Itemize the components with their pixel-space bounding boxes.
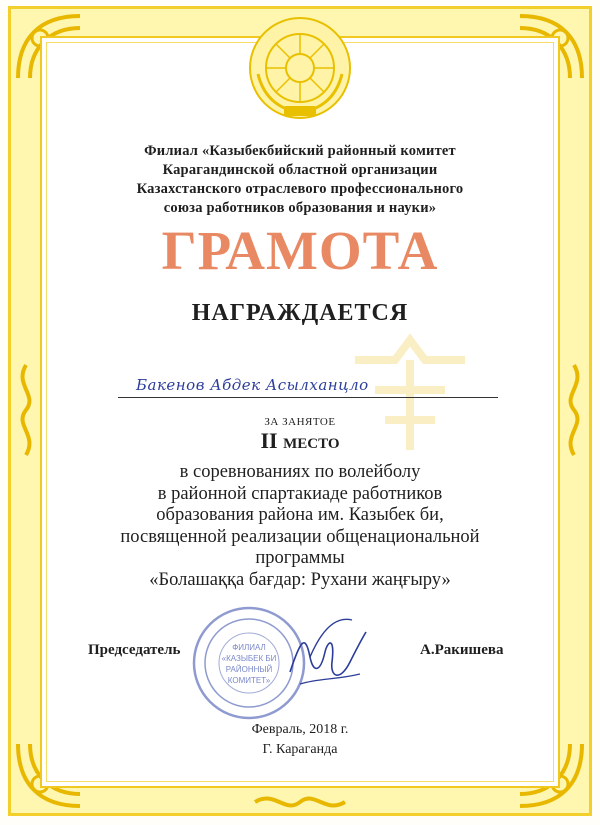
place-label: II место <box>260 428 340 453</box>
awarded-heading: НАГРАЖДАЕТСЯ <box>191 300 409 326</box>
stamp-text: РАЙОННЫЙ <box>225 665 273 674</box>
description-line: в соревнованиях по волейболу <box>179 462 421 482</box>
organization-line: Казахстанского отраслевого профессионального <box>136 181 464 197</box>
chairman-name: А.Ракишева <box>420 642 504 658</box>
organization-header <box>90 142 510 218</box>
description-line: в районной спартакиаде работников <box>157 483 443 504</box>
bottom-ornament <box>250 790 350 814</box>
organization-line: союза работников образования и науки» <box>163 200 437 216</box>
description-line: посвященной реализации общенациональной <box>120 526 480 547</box>
description-line: образования района им. Казыбек би, <box>156 505 444 525</box>
organization-line: Филиал «Казыбекбийский районный комитет <box>144 143 456 159</box>
for-label: ЗА ЗАНЯТОЕ <box>264 416 336 428</box>
issue-date: Февраль, 2018 г. <box>251 722 349 737</box>
description-line: программы <box>255 548 345 568</box>
issue-city: Г. Караганда <box>262 742 338 757</box>
stamp-text: «КАЗЫБЕК БИ <box>221 654 277 663</box>
recipient-name: Бакенов Абдек Асылханцло <box>118 376 498 398</box>
side-ornament-left <box>12 360 40 460</box>
award-description <box>80 462 520 591</box>
stamp-text: ФИЛИАЛ <box>232 643 266 652</box>
certificate-title: ГРАМОТА <box>161 220 439 281</box>
kazakhstan-emblem-icon <box>246 14 354 122</box>
side-ornament-right <box>560 360 588 460</box>
organization-line: Карагандинской областной организации <box>162 162 438 178</box>
handwritten-signature <box>280 612 370 692</box>
chairman-label: Председатель <box>88 642 181 658</box>
description-line: «Болашаққа бағдар: Рухани жаңғыру» <box>149 569 451 590</box>
stamp-text: КОМИТЕТ» <box>227 676 271 685</box>
